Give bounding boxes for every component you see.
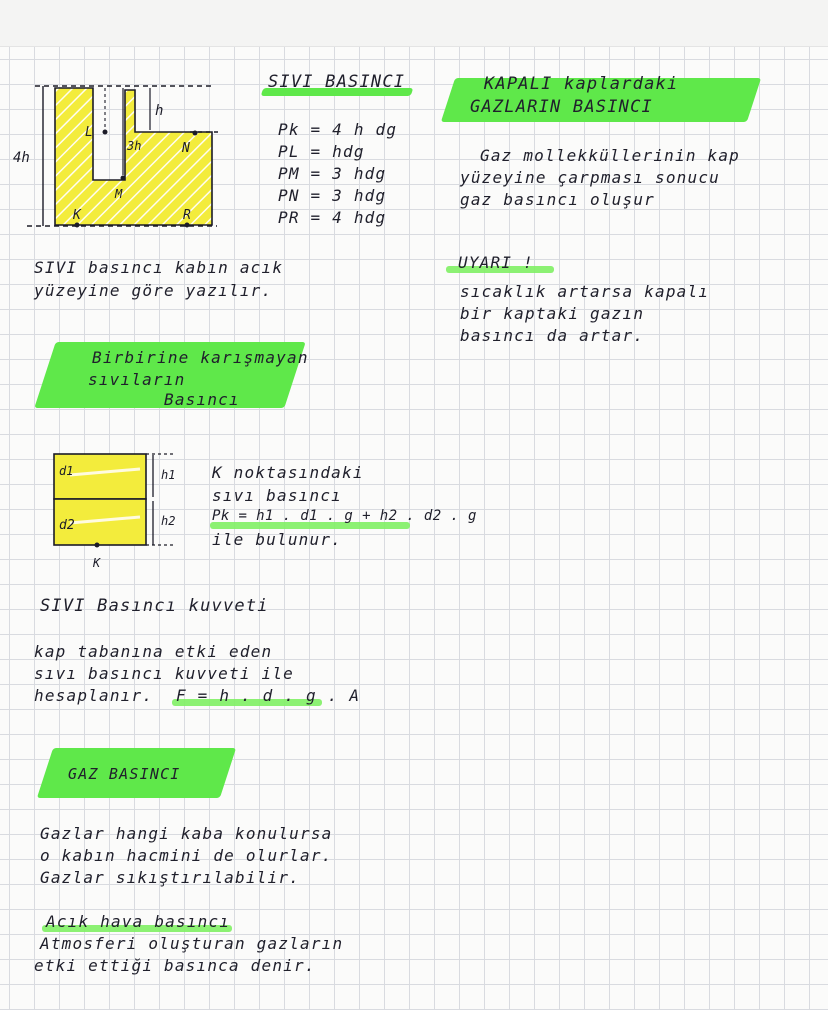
- label-M: M: [115, 187, 123, 201]
- warning-line-3: basıncı da artar.: [460, 326, 645, 345]
- page-top-margin: [0, 0, 828, 47]
- force-line-2: sıvı basıncı kuvveti ile: [34, 664, 294, 683]
- force-line-1: kap tabanına etki eden: [34, 642, 273, 661]
- note-line-2: yüzeyine göre yazılır.: [34, 281, 273, 300]
- point-K-dot: [75, 223, 80, 228]
- label-h2: h2: [161, 514, 176, 528]
- point-M-dot: [121, 176, 126, 181]
- closed-line-3: gaz basıncı oluşur: [460, 190, 655, 209]
- liquid-pressure-title: SIVI BASINCI: [268, 72, 406, 92]
- mixing-title-line-1: Birbirine karışmayan: [92, 348, 309, 367]
- closed-title-line-2: GAZLARIN BASINCI: [470, 97, 653, 117]
- label-R: R: [183, 208, 191, 223]
- gas-title: GAZ BASINCI: [68, 765, 181, 783]
- open-air-line-1: Atmosferi oluşturan gazların: [40, 934, 344, 953]
- formula-pr: PR = 4 hdg: [278, 208, 387, 227]
- warning-line-1: sıcaklık artarsa kapalı: [460, 282, 710, 301]
- label-L: L: [85, 125, 93, 140]
- mixing-title-line-3: Basıncı: [164, 390, 240, 409]
- label-h: h: [155, 103, 164, 119]
- label-d1: d1: [59, 464, 74, 478]
- force-formula: F = h . d . g . A: [176, 686, 361, 705]
- closed-title-line-1: KAPALI kaplardaki: [484, 74, 679, 94]
- closed-line-1: Gaz mollekküllerinin kap: [480, 146, 740, 165]
- liquid-container-diagram: [5, 70, 265, 240]
- point-R-dot: [185, 223, 190, 228]
- label-h1: h1: [161, 468, 176, 482]
- label-4h: 4h: [13, 150, 30, 166]
- point-N-dot: [193, 131, 198, 136]
- point-L-dot: [103, 130, 108, 135]
- formula-pn: PN = 3 hdg: [278, 186, 387, 205]
- open-air-title: Acık hava basıncı: [46, 912, 231, 931]
- formula-pm: PM = 3 hdg: [278, 164, 387, 183]
- gas-line-1: Gazlar hangi kaba konulursa: [40, 824, 333, 843]
- warning-line-2: bir kaptaki gazın: [460, 304, 645, 323]
- point-K-dot-2: [95, 543, 100, 548]
- gas-line-3: Gazlar sıkıştırılabilir.: [40, 868, 300, 887]
- formula-pl: PL = hdg: [278, 142, 365, 161]
- two-liquid-text-4: ile bulunur.: [212, 530, 342, 549]
- force-title: SIVI Basıncı kuvveti: [40, 596, 269, 616]
- two-liquid-formula: Pk = h1 . d1 . g + h2 . d2 . g: [212, 508, 477, 524]
- liquid-fill: [55, 88, 212, 225]
- two-liquid-text-1: K noktasındaki: [212, 463, 364, 482]
- mixing-title-line-2: sıvıların: [88, 370, 186, 389]
- open-air-line-2: etki ettiği basınca denir.: [34, 956, 316, 975]
- two-liquid-text-2: sıvı basıncı: [212, 486, 342, 505]
- two-liquids-diagram: [45, 445, 195, 575]
- closed-line-2: yüzeyine çarpması sonucu: [460, 168, 720, 187]
- label-N: N: [182, 141, 190, 156]
- label-d2: d2: [59, 518, 75, 533]
- gas-line-2: o kabın hacmini de olurlar.: [40, 846, 333, 865]
- label-K: K: [73, 208, 81, 223]
- warning-title: UYARI !: [458, 253, 534, 272]
- formula-pk: Pk = 4 h dg: [278, 120, 398, 139]
- label-3h: 3h: [127, 139, 142, 153]
- force-line-3-prefix: hesaplanır.: [34, 686, 154, 705]
- label-K-2: K: [93, 556, 101, 570]
- note-line-1: SIVI basıncı kabın acık: [34, 258, 284, 277]
